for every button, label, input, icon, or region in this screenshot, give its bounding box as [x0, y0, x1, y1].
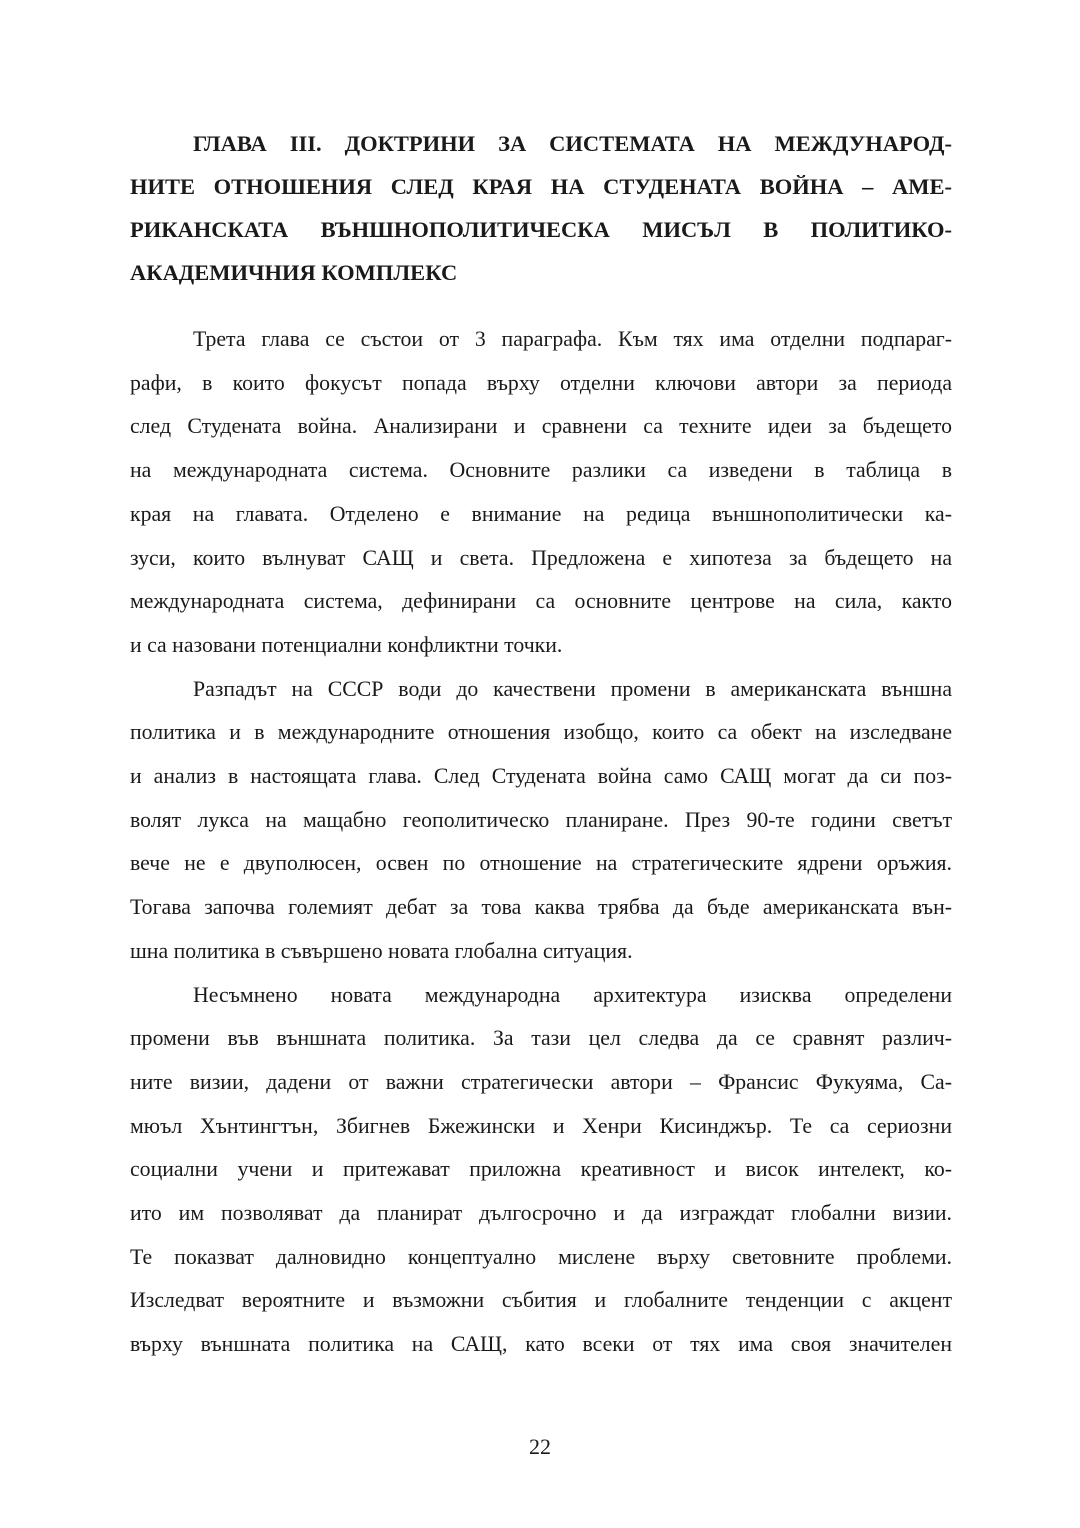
- text-line: вече не е двуполюсен, освен по отношение на стратегическите ядрени оръжия.: [130, 851, 952, 876]
- text-line: международната система, дефинирани са основните центрове на сила, както: [130, 589, 952, 614]
- text-line: Несъмнено новата международна архитектура изисква определени: [193, 982, 952, 1007]
- text-line: шна политика в съвършено новата глобална ситуация.: [130, 938, 633, 963]
- text-line: след Студената война. Анализирани и сравнени са техните идеи за бъдещето: [130, 414, 952, 439]
- text-line: Тогава започва големият дебат за това каква трябва да бъде американската вън-: [130, 895, 952, 920]
- text-line: зуси, които вълнуват САЩ и света. Предложена е хипотеза за бъдещето на: [130, 545, 952, 570]
- text-line: политика и в международните отношения изобщо, които са обект на изследване: [130, 720, 952, 745]
- text-line: на международната система. Основните разлики са изведени в таблица в: [130, 458, 952, 483]
- text-line: и анализ в настоящата глава. След Студената война само САЩ могат да си поз-: [130, 764, 952, 789]
- page-number: 22: [529, 1434, 551, 1459]
- paragraph-2: [130, 668, 952, 974]
- text-line: социални учени и притежават приложна креативност и висок интелект, ко-: [130, 1157, 952, 1182]
- text-line: Те показват далновидно концептуално мислене върху световните проблеми.: [130, 1244, 952, 1269]
- heading-line: ГЛАВА III. ДОКТРИНИ ЗА СИСТЕМАТА НА МЕЖДУНАРОД-: [193, 131, 952, 156]
- chapter-heading: [130, 122, 952, 294]
- text-line: промени във външната политика. За тази цел следва да се сравнят различ-: [130, 1026, 952, 1051]
- text-line: ито им позволяват да планират дългосрочно и да изграждат глобални визии.: [130, 1201, 952, 1226]
- text-line: мюъл Хънтингтън, Збигнев Бжежински и Хенри Кисинджър. Те са сериозни: [130, 1113, 952, 1138]
- heading-line: АКАДЕМИЧНИЯ КОМПЛЕКС: [130, 260, 458, 285]
- text-line: Изследват вероятните и възможни събития и глобалните тенденции с акцент: [130, 1288, 952, 1313]
- heading-line: РИКАНСКАТА ВЪНШНОПОЛИТИЧЕСКА МИСЪЛ В ПОЛИТИКО-: [130, 217, 952, 242]
- text-line: Разпадът на СССР води до качествени промени в американската външна: [193, 676, 952, 701]
- text-line: Трета глава се състои от 3 параграфа. Към тях има отделни подпараг-: [193, 327, 952, 351]
- text-line: ните визии, дадени от важни стратегически автори – Франсис Фукуяма, Са-: [130, 1069, 952, 1094]
- text-line: волят лукса на мащабно геополитическо планиране. През 90-те години светът: [130, 807, 952, 832]
- body-text: [130, 318, 952, 1367]
- text-line: края на главата. Отделено е внимание на редица външнополитически ка-: [130, 501, 952, 526]
- text-line: и са назовани потенциални конфликтни точки.: [130, 632, 563, 657]
- paragraph-3: [130, 974, 952, 1367]
- text-line: върху външната политика на САЩ, като всеки от тях има своя значителен: [130, 1332, 952, 1357]
- paragraph-1: [130, 318, 952, 668]
- heading-line: НИТЕ ОТНОШЕНИЯ СЛЕД КРАЯ НА СТУДЕНАТА ВОЙНА – АМЕ-: [130, 174, 952, 199]
- text-line: рафи, в които фокусът попада върху отделни ключови автори за периода: [130, 370, 952, 395]
